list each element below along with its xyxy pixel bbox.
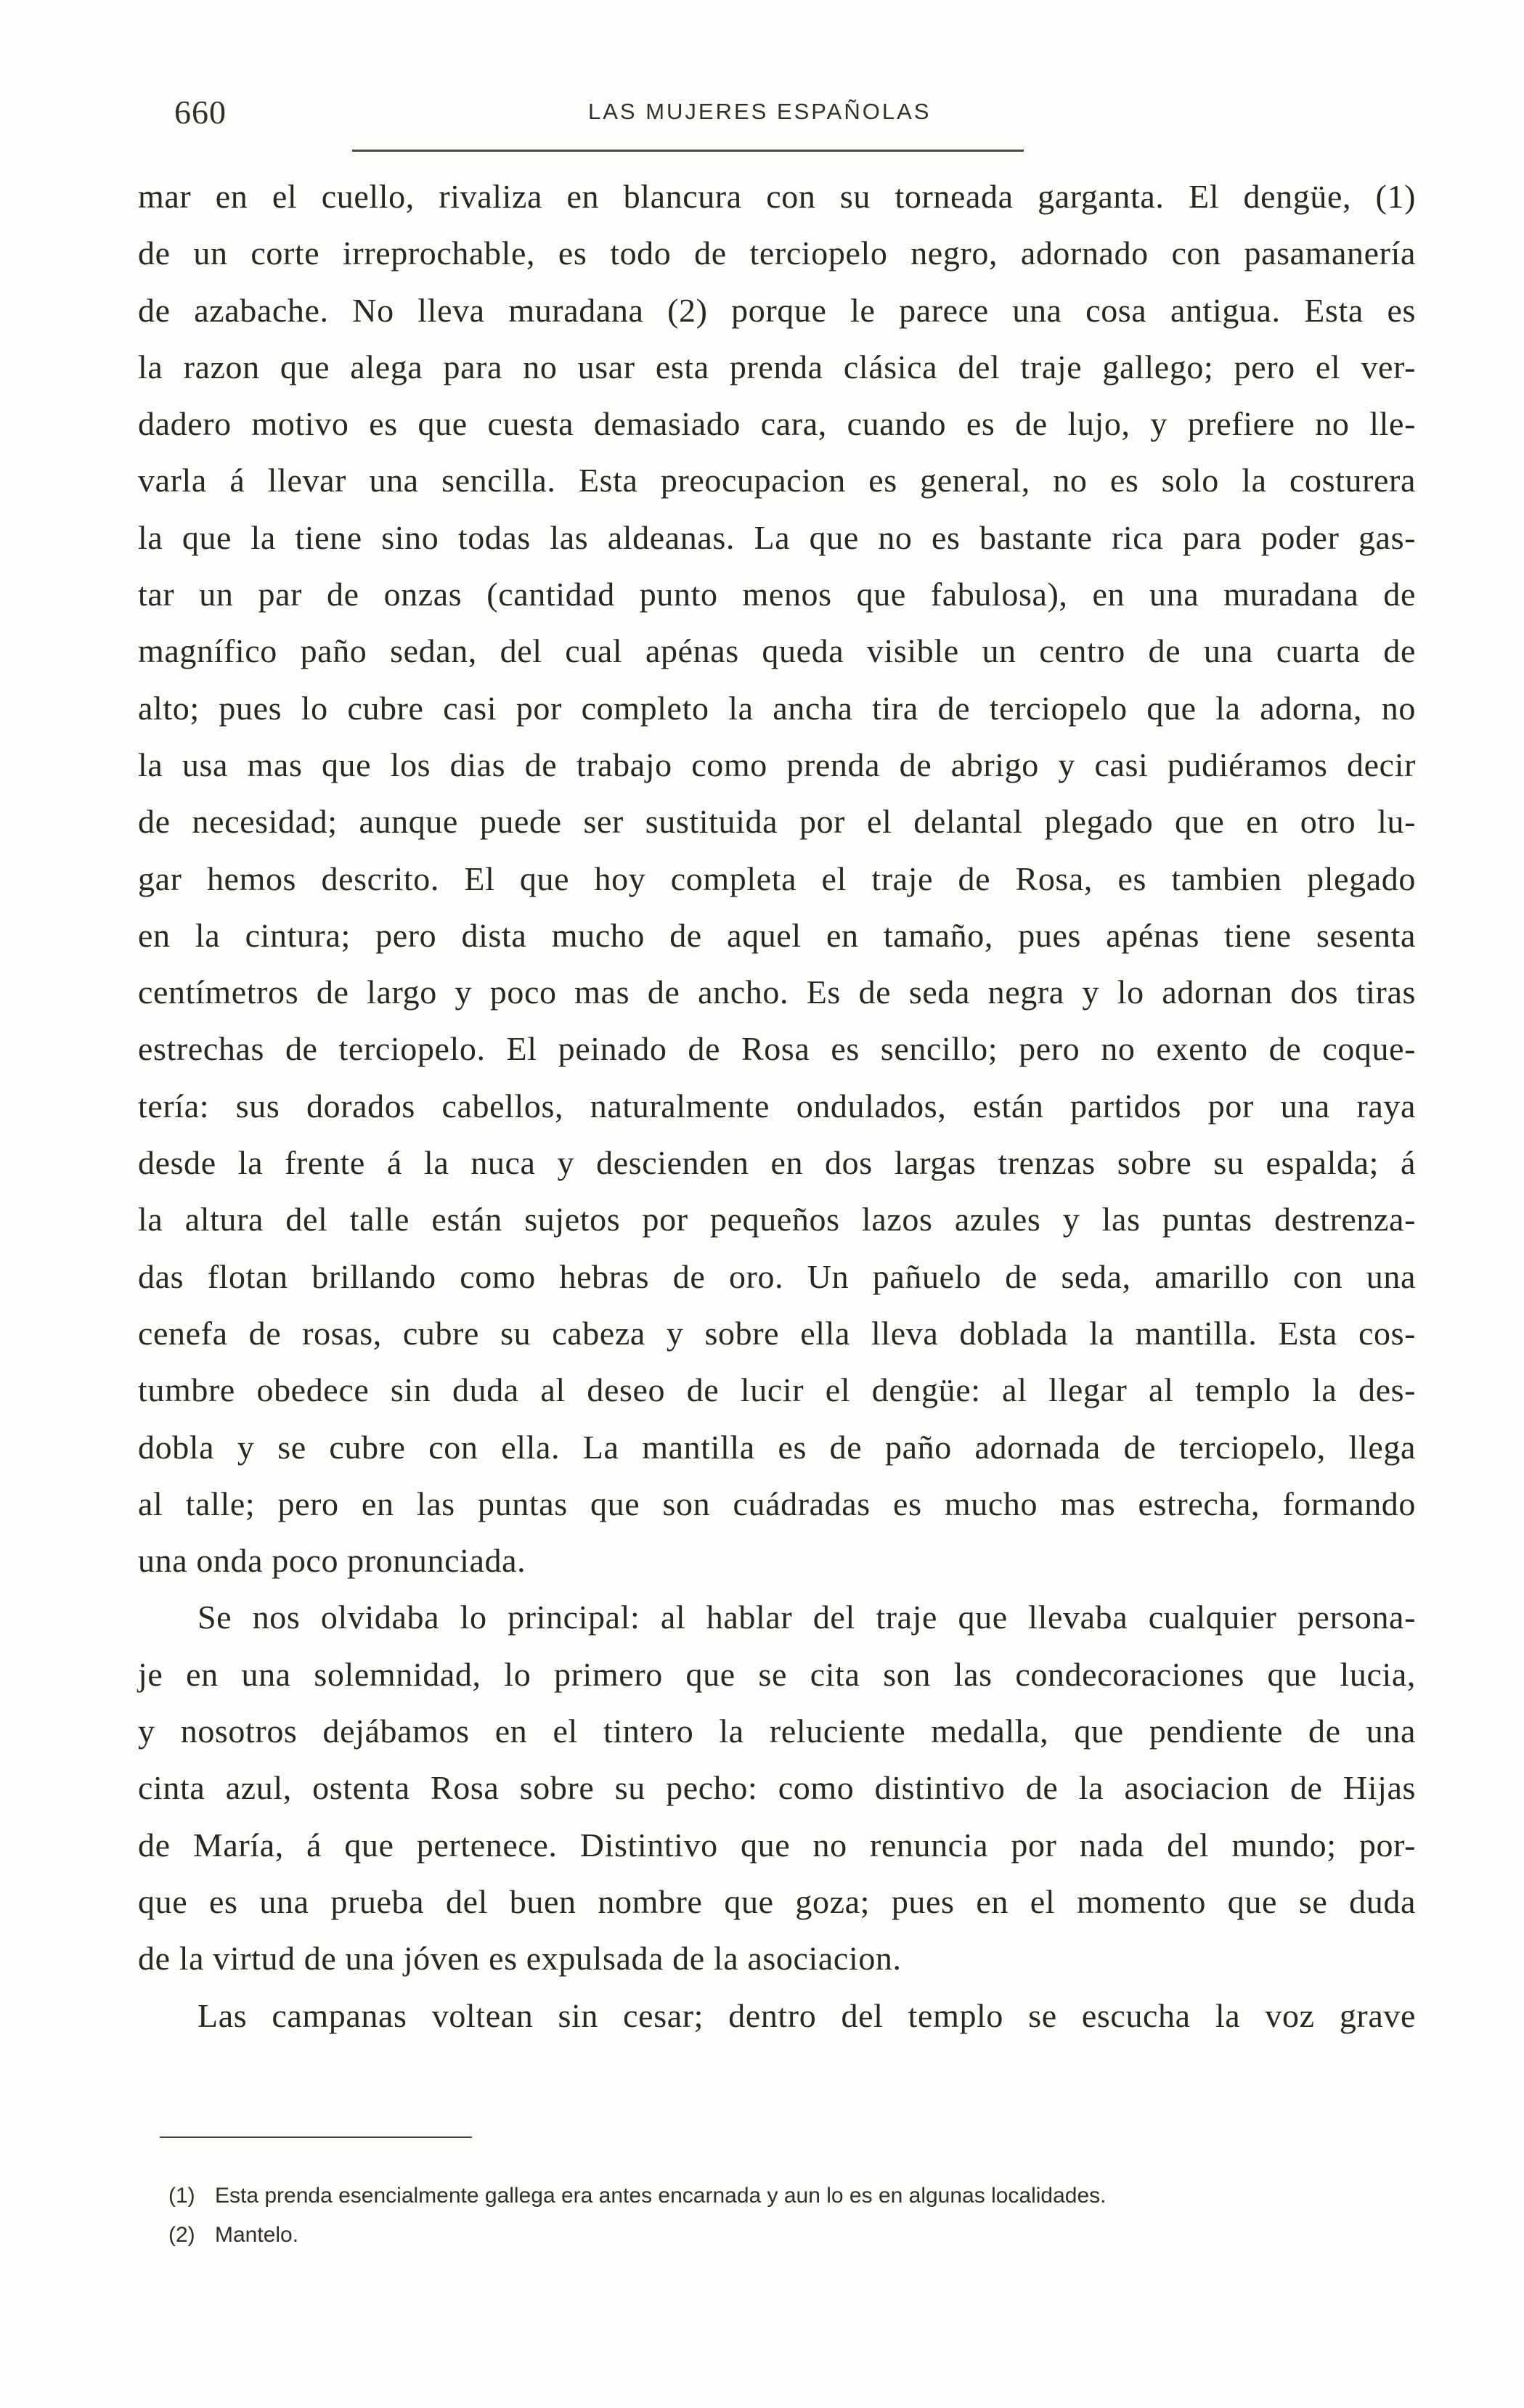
text-line: dadero motivo es que cuesta demasiado cara, cuando es de lujo, y prefiere no lle- — [138, 405, 1416, 443]
text-line: tería: sus dorados cabellos, naturalmente ondulados, están partidos por una raya — [138, 1087, 1416, 1125]
text-line: de necesidad; aunque puede ser sustituida por el delantal plegado que en otro lu- — [138, 803, 1416, 841]
footnotes — [168, 2176, 1403, 2255]
text-line: de María, á que pertenece. Distintivo que no renuncia por nada del mundo; por- — [138, 1826, 1416, 1864]
footnote-rule — [160, 2136, 472, 2138]
text-line: Las campanas voltean sin cesar; dentro del templo se escucha la voz grave — [197, 1996, 1416, 2034]
text-line: Se nos olvidaba lo principal: al hablar del traje que llevaba cualquier persona- — [197, 1599, 1416, 1636]
text-line: dobla y se cubre con ella. La mantilla es de paño adornada de terciopelo, llega — [138, 1428, 1416, 1466]
text-line: cenefa de rosas, cubre su cabeza y sobre ella lleva doblada la mantilla. Esta cos- — [138, 1314, 1416, 1352]
text-line: tumbre obedece sin duda al deseo de lucir el dengüe: al llegar al templo la des- — [138, 1371, 1416, 1409]
text-line: estrechas de terciopelo. El peinado de Rosa es sencillo; pero no exento de coque- — [138, 1030, 1416, 1068]
text-line: mar en el cuello, rivaliza en blancura con su torneada garganta. El dengüe, (1) — [138, 178, 1416, 215]
text-line: magnífico paño sedan, del cual apénas queda visible un centro de una cuarta de — [138, 632, 1416, 670]
text-line: de azabache. No lleva muradana (2) porque le parece una cosa antigua. Esta es — [138, 291, 1416, 329]
text-line: alto; pues lo cubre casi por completo la ancha tira de terciopelo que la adorna, no — [138, 689, 1416, 727]
footnote-1 — [168, 2176, 1403, 2216]
text-line: que es una prueba del buen nombre que goza; pues en el momento que se duda — [138, 1882, 1416, 1920]
text-line: desde la frente á la nuca y descienden en dos largas trenzas sobre su espalda; á — [138, 1144, 1416, 1182]
text-line: la que la tiene sino todas las aldeanas. La que no es bastante rica para poder gas- — [138, 518, 1416, 556]
text-line: la altura del talle están sujetos por pequeños lazos azules y las puntas destrenza- — [138, 1201, 1416, 1238]
text-line: de un corte irreprochable, es todo de terciopelo negro, adornado con pasamanería — [138, 234, 1416, 272]
text-line: gar hemos descrito. El que hoy completa el traje de Rosa, es tambien plegado — [138, 860, 1416, 897]
footnote-text: Esta prenda esencialmente gallega era antes encarnada y aun lo es en algunas localidades. — [215, 2184, 1107, 2208]
footnote-text: Mantelo. — [215, 2223, 299, 2247]
header-rule — [352, 150, 1024, 152]
footnote-mark: (2) — [168, 2223, 195, 2247]
text-line: varla á llevar una sencilla. Esta preocupacion es general, no es solo la costurera — [138, 462, 1416, 499]
text-line: de la virtud de una jóven es expulsada de la asociacion. — [138, 1940, 902, 1978]
text-line: centímetros de largo y poco mas de ancho. Es de seda negra y lo adornan dos tiras — [138, 974, 1416, 1011]
body-text — [138, 168, 1416, 2044]
page-number: 660 — [174, 94, 227, 131]
text-line: tar un par de onzas (cantidad punto menos que fabulosa), en una muradana de — [138, 576, 1416, 613]
running-title: LAS MUJERES ESPAÑOLAS — [588, 99, 932, 124]
text-line: cinta azul, ostenta Rosa sobre su pecho: como distintivo de la asociacion de Hijas — [138, 1769, 1416, 1807]
running-head — [174, 93, 1409, 144]
text-line: y nosotros dejábamos en el tintero la reluciente medalla, que pendiente de una — [138, 1713, 1416, 1750]
text-line: una onda poco pronunciada. — [138, 1542, 526, 1580]
footnote-mark: (1) — [168, 2184, 195, 2208]
text-line: la razon que alega para no usar esta prenda clásica del traje gallego; pero el ver- — [138, 348, 1416, 385]
text-line: das flotan brillando como hebras de oro. Un pañuelo de seda, amarillo con una — [138, 1257, 1416, 1295]
text-line: la usa mas que los dias de trabajo como prenda de abrigo y casi pudiéramos decir — [138, 746, 1416, 783]
text-line: en la cintura; pero dista mucho de aquel en tamaño, pues apénas tiene sesenta — [138, 916, 1416, 954]
text-line: je en una solemnidad, lo primero que se cita son las condecoraciones que lucia, — [138, 1655, 1416, 1693]
text-line: al talle; pero en las puntas que son cuádradas es mucho mas estrecha, formando — [138, 1485, 1416, 1522]
footnote-2 — [168, 2216, 1403, 2255]
